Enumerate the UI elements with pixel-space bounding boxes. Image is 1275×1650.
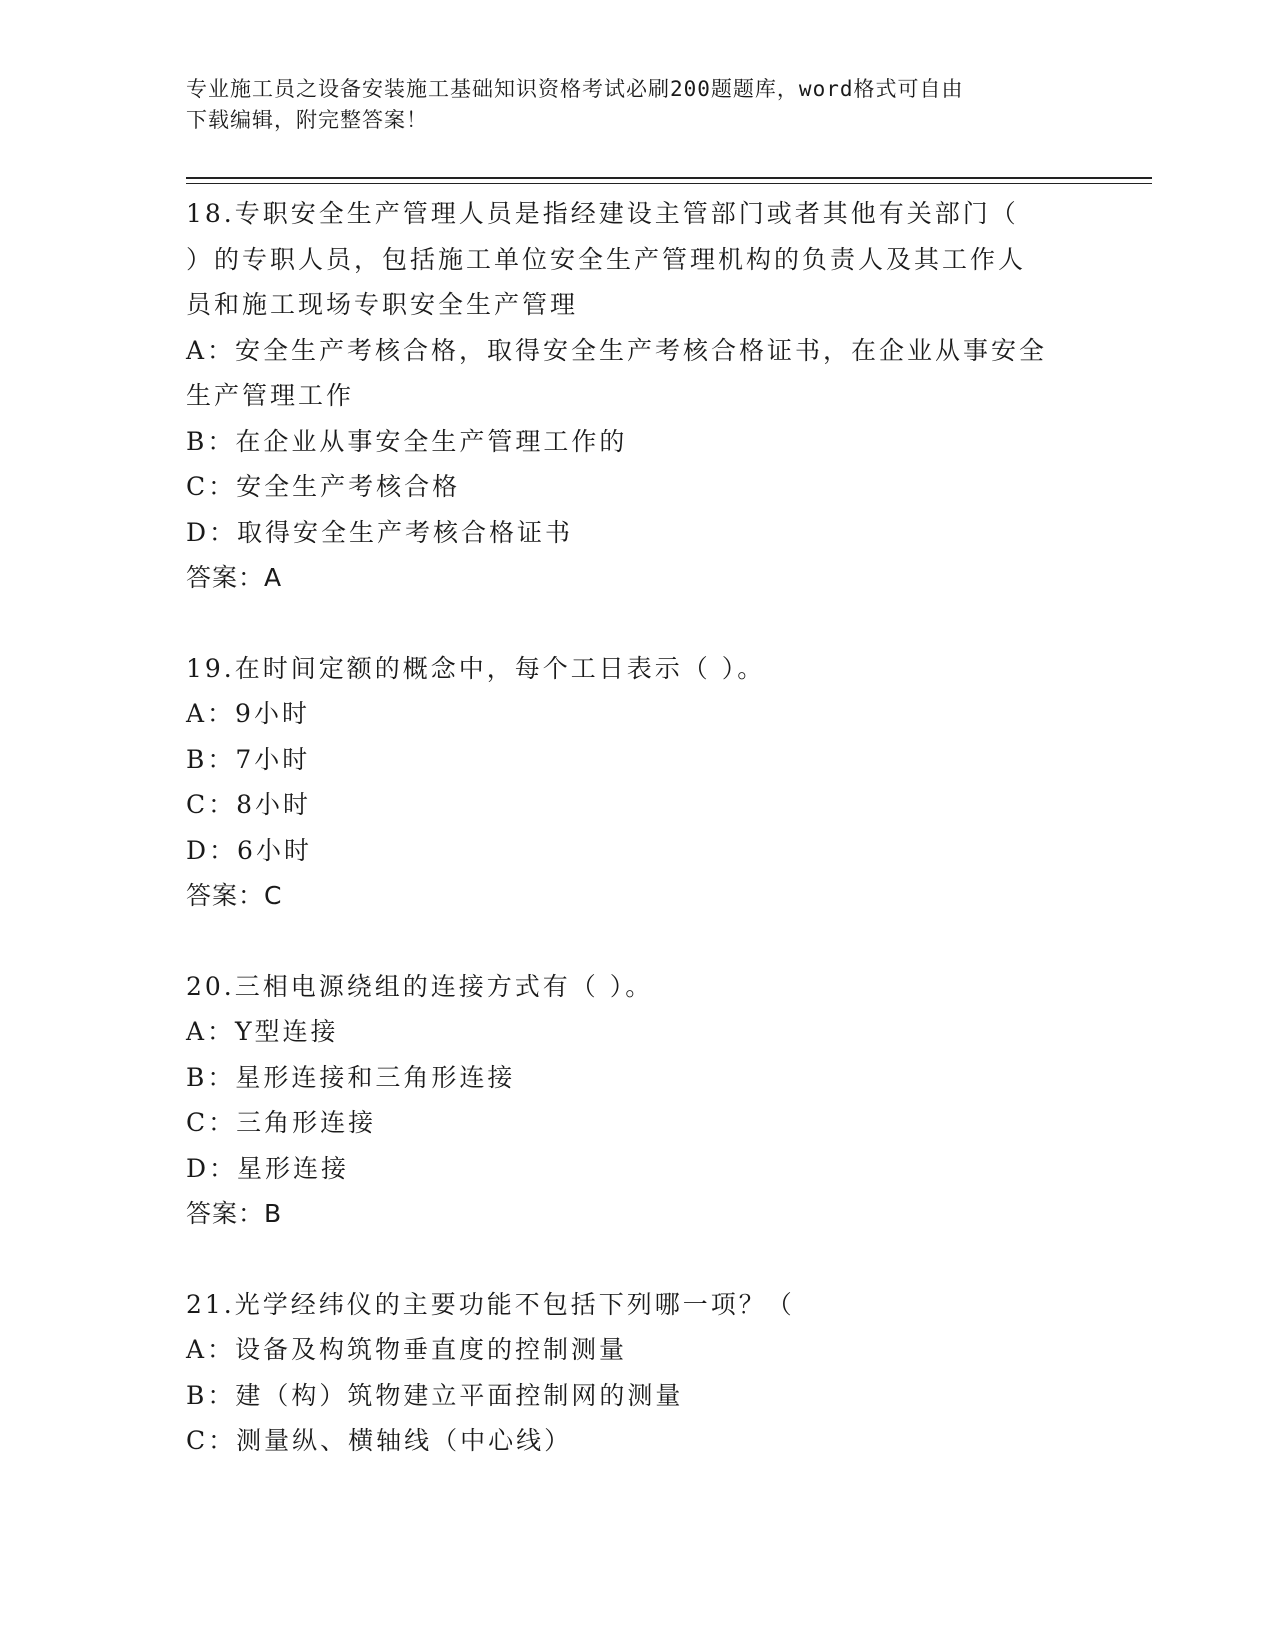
answer: 答案：B <box>186 1199 283 1228</box>
option-a-continued: 生产管理工作 <box>186 381 355 410</box>
answer: 答案：C <box>186 881 283 910</box>
question-stem-line: 员和施工现场专职安全生产管理 <box>186 290 579 319</box>
option-d: D：取得安全生产考核合格证书 <box>186 517 574 547</box>
option-b: B：建（构）筑物建立平面控制网的测量 <box>186 1380 684 1410</box>
question-stem-line: 18.专职安全生产管理人员是指经建设主管部门或者其他有关部门（ <box>186 199 1019 228</box>
header-divider-thin <box>186 183 1152 184</box>
option-d: D：6小时 <box>186 835 312 865</box>
header-line: 专业施工员之设备安装施工基础知识资格考试必刷200题题库，word格式可自由 <box>186 77 964 101</box>
header-line: 下载编辑，附完整答案！ <box>186 108 428 132</box>
option-b: B：7小时 <box>186 744 311 774</box>
option-c: C：8小时 <box>186 790 312 819</box>
spacer <box>186 601 1086 646</box>
question-stem-line: 20.三相电源绕组的连接方式有（ ）。 <box>186 971 654 1001</box>
option-a: A：设备及构筑物垂直度的控制测量 <box>186 1335 628 1364</box>
header-divider-thick <box>186 177 1152 179</box>
spacer <box>186 1237 1086 1282</box>
question-18 <box>186 191 1086 601</box>
question-19 <box>186 646 1086 919</box>
question-21 <box>186 1282 1086 1464</box>
option-c: C：安全生产考核合格 <box>186 472 461 501</box>
spacer <box>186 919 1086 964</box>
answer: 答案：A <box>186 563 283 592</box>
option-a: A：Y型连接 <box>186 1017 339 1046</box>
option-b: B：星形连接和三角形连接 <box>186 1062 516 1092</box>
question-stem-line: ）的专职人员，包括施工单位安全生产管理机构的负责人及其工作人 <box>186 244 1027 274</box>
option-d: D：星形连接 <box>186 1153 350 1183</box>
option-a: A：安全生产考核合格，取得安全生产考核合格证书，在企业从事安全 <box>186 335 1048 365</box>
document-header <box>186 74 1086 136</box>
option-c: C：测量纵、横轴线（中心线） <box>186 1426 573 1455</box>
question-stem-line: 19.在时间定额的概念中，每个工日表示（ ）。 <box>186 653 766 683</box>
option-c: C：三角形连接 <box>186 1108 377 1137</box>
option-a: A：9小时 <box>186 699 310 728</box>
question-list <box>186 191 1086 1464</box>
question-20 <box>186 964 1086 1237</box>
question-stem-line: 21.光学经纬仪的主要功能不包括下列哪一项？（ <box>186 1289 795 1319</box>
option-b: B：在企业从事安全生产管理工作的 <box>186 426 628 456</box>
